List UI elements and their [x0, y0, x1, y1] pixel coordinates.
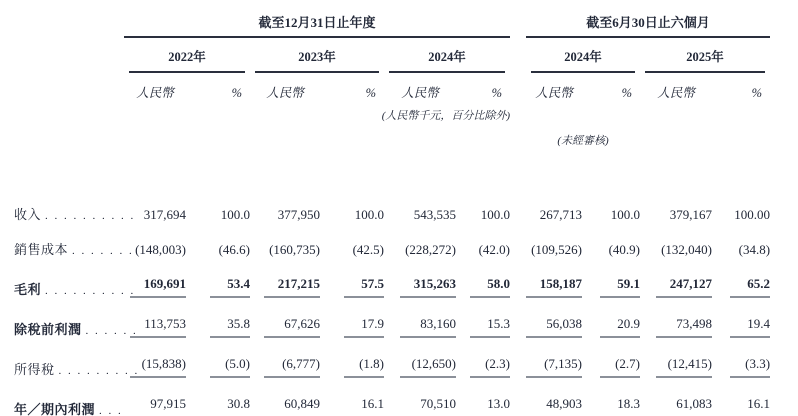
value-cell: 57.5	[320, 258, 384, 298]
spacer-cell	[510, 338, 526, 378]
value-cell: (132,040)	[661, 242, 713, 257]
row-label-profit-for-period: 年／期內利潤	[14, 402, 96, 416]
value-cell: 16.1	[320, 378, 384, 416]
spacer-cell	[510, 223, 526, 258]
currency-subheader: 人民幣	[136, 86, 174, 100]
value-cell: 30.8	[186, 378, 250, 416]
spacer-cell	[510, 258, 526, 298]
value-cell: 48,903	[526, 378, 582, 416]
currency-subheader: 人民幣	[401, 86, 439, 100]
value-cell: 158,187	[526, 258, 582, 298]
value-cell: (6,777)	[250, 338, 320, 378]
percent-subheader: %	[365, 86, 376, 100]
period-group-annual-header: 截至12月31日止年度	[124, 6, 510, 37]
value-cell: 113,753	[124, 298, 186, 338]
row-label-revenue: 收入	[14, 207, 42, 222]
value-cell: 217,215	[250, 258, 320, 298]
spacer-cell	[14, 6, 124, 37]
interim-2024-header: 2024年	[531, 38, 635, 73]
spacer-cell	[510, 6, 526, 37]
row-label-income-tax: 所得稅	[14, 362, 55, 377]
dot-leader: . . . . . . .	[72, 245, 134, 257]
row-label-cell	[14, 298, 138, 338]
value-cell: 100.0	[610, 207, 641, 222]
percent-subheader: %	[621, 86, 633, 100]
value-cell: 100.0	[354, 207, 384, 222]
value-cell: 317,694	[143, 207, 186, 222]
value-cell: 13.0	[456, 378, 510, 416]
spacer-cell	[14, 73, 124, 103]
value-cell: (5.0)	[186, 338, 250, 378]
value-cell: (34.8)	[738, 242, 771, 257]
row-label-gross-profit: 毛利	[14, 282, 42, 297]
value-cell: 247,127	[640, 258, 712, 298]
unaudited-note: (未經審核)	[557, 135, 609, 147]
value-cell: 56,038	[526, 298, 582, 338]
period-group-interim-header: 截至6月30日止六個月	[526, 6, 770, 37]
period-group-header-row	[14, 6, 770, 37]
table-row-gross-profit	[14, 258, 770, 298]
spacer-cell	[640, 123, 770, 148]
value-cell: 15.3	[456, 298, 510, 338]
value-cell: 65.2	[712, 258, 770, 298]
value-cell: 100.0	[480, 207, 511, 222]
value-cell: 59.1	[582, 258, 640, 298]
value-cell: (228,272)	[405, 242, 456, 257]
spacer-cell	[510, 188, 526, 223]
value-cell: 100.0	[220, 207, 250, 222]
value-cell: 16.1	[712, 378, 770, 416]
row-label-cell	[14, 338, 140, 378]
value-cell: 20.9	[582, 298, 640, 338]
spacer-cell	[510, 37, 526, 73]
spacer-cell	[510, 103, 770, 123]
value-cell: (40.9)	[608, 242, 641, 257]
value-cell: 35.8	[186, 298, 250, 338]
value-cell: 67,626	[250, 298, 320, 338]
unit-note-row	[14, 103, 770, 123]
value-cell: 377,950	[277, 207, 320, 222]
value-cell: 18.3	[582, 378, 640, 416]
table-row-revenue	[14, 188, 770, 223]
spacer-cell	[14, 103, 320, 123]
row-label-cost-of-sales: 銷售成本	[14, 242, 69, 257]
currency-subheader: 人民幣	[535, 86, 573, 100]
value-cell: 70,510	[384, 378, 456, 416]
table-row-cost-of-sales	[14, 223, 770, 258]
unit-note: (人民幣千元，百分比除外)	[381, 110, 511, 122]
value-cell: (46.6)	[218, 242, 250, 257]
value-cell: 97,915	[124, 378, 186, 416]
value-cell: (12,650)	[384, 338, 456, 378]
spacer-cell	[510, 73, 526, 103]
value-cell: 58.0	[456, 258, 510, 298]
value-cell: 61,083	[640, 378, 712, 416]
row-label-profit-before-tax: 除稅前利潤	[14, 322, 82, 337]
year-header-row	[14, 37, 770, 73]
value-cell: 543,535	[413, 207, 456, 222]
unaudited-note-row	[14, 123, 770, 148]
year-2024-header: 2024年	[389, 38, 505, 73]
value-cell: (42.0)	[478, 242, 511, 257]
row-label-cell	[14, 378, 124, 416]
dot-leader: . . .	[99, 405, 123, 416]
value-cell: (15,838)	[124, 338, 186, 378]
value-cell: (2.3)	[456, 338, 510, 378]
value-cell: 60,849	[250, 378, 320, 416]
value-cell: 100.00	[734, 207, 771, 222]
value-cell: (2.7)	[582, 338, 640, 378]
value-cell: (109,526)	[531, 242, 583, 257]
spacer-cell	[510, 378, 526, 416]
value-cell: (7,135)	[526, 338, 582, 378]
value-cell: (42.5)	[352, 242, 384, 257]
dot-leader: . . . . . . . . . .	[45, 210, 136, 222]
value-cell: (12,415)	[640, 338, 712, 378]
row-label-cell	[14, 223, 134, 258]
spacer-cell	[14, 123, 526, 148]
year-header-cell	[124, 37, 250, 73]
year-header-cell	[526, 37, 640, 73]
value-cell: 83,160	[384, 298, 456, 338]
year-header-cell	[250, 37, 384, 73]
value-cell: 73,498	[640, 298, 712, 338]
spacer-cell	[14, 37, 124, 73]
table-row-profit-before-tax	[14, 298, 770, 338]
value-cell: (160,735)	[269, 242, 320, 257]
value-cell: 53.4	[186, 258, 250, 298]
dot-leader: . . . . . . . . .	[58, 365, 140, 377]
value-cell: (148,003)	[135, 242, 186, 257]
row-label-cell	[14, 258, 136, 298]
value-cell: 315,263	[384, 258, 456, 298]
spacer-row	[14, 148, 770, 188]
percent-subheader: %	[231, 86, 242, 100]
year-header-cell	[640, 37, 770, 73]
percent-subheader: %	[491, 86, 503, 100]
table-row-profit-for-period	[14, 378, 770, 416]
dot-leader: . . . . . .	[85, 325, 138, 337]
value-cell: (3.3)	[712, 338, 770, 378]
subheader-row	[14, 73, 770, 103]
dot-leader: . . . . . . . . . .	[45, 285, 136, 297]
spacer-cell	[510, 298, 526, 338]
year-2022-header: 2022年	[129, 38, 245, 73]
financial-summary-table	[14, 6, 770, 416]
row-label-cell	[14, 188, 136, 223]
year-2023-header: 2023年	[255, 38, 379, 73]
interim-2025-header: 2025年	[645, 38, 765, 73]
value-cell: 19.4	[712, 298, 770, 338]
value-cell: (1.8)	[320, 338, 384, 378]
value-cell: 267,713	[539, 207, 583, 222]
year-header-cell	[384, 37, 510, 73]
currency-subheader: 人民幣	[266, 86, 304, 100]
table-row-income-tax	[14, 338, 770, 378]
percent-subheader: %	[751, 86, 763, 100]
value-cell: 169,691	[124, 258, 186, 298]
value-cell: 17.9	[320, 298, 384, 338]
currency-subheader: 人民幣	[657, 86, 695, 100]
value-cell: 379,167	[669, 207, 713, 222]
